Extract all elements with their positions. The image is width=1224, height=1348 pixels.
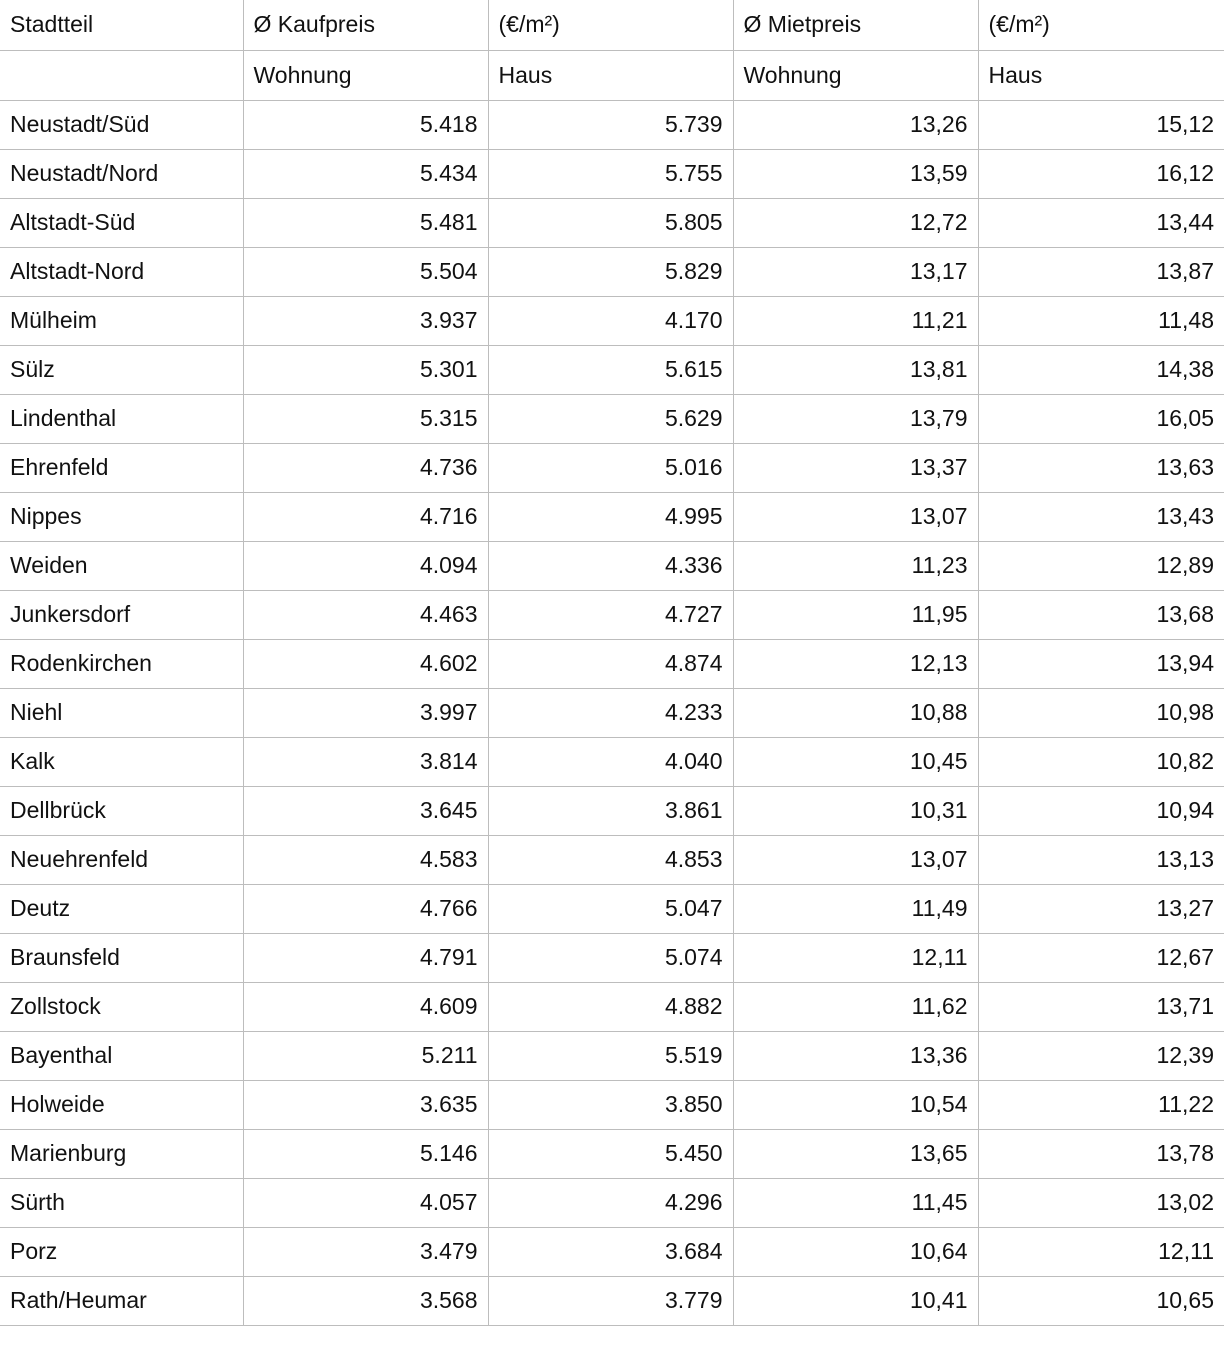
kaufpreis-wohnung-cell[interactable]: 5.418 bbox=[243, 100, 488, 149]
stadtteil-cell[interactable]: Niehl bbox=[0, 688, 243, 737]
kaufpreis-haus-cell[interactable]: 5.450 bbox=[488, 1129, 733, 1178]
kaufpreis-haus-cell[interactable]: 4.296 bbox=[488, 1178, 733, 1227]
mietpreis-haus-cell[interactable]: 13,02 bbox=[978, 1178, 1224, 1227]
kaufpreis-wohnung-cell[interactable]: 5.504 bbox=[243, 247, 488, 296]
mietpreis-haus-cell[interactable]: 12,67 bbox=[978, 933, 1224, 982]
stadtteil-cell[interactable]: Lindenthal bbox=[0, 394, 243, 443]
header-row-2 bbox=[0, 50, 1224, 100]
kaufpreis-wohnung-cell[interactable]: 4.463 bbox=[243, 590, 488, 639]
mietpreis-haus-cell[interactable]: 13,63 bbox=[978, 443, 1224, 492]
stadtteil-cell[interactable]: Porz bbox=[0, 1227, 243, 1276]
stadtteil-cell[interactable]: Rath/Heumar bbox=[0, 1276, 243, 1325]
kaufpreis-wohnung-cell[interactable]: 3.645 bbox=[243, 786, 488, 835]
mietpreis-wohnung-cell[interactable]: 11,21 bbox=[733, 296, 978, 345]
table-row bbox=[0, 933, 1224, 982]
mietpreis-wohnung-cell[interactable]: 13,36 bbox=[733, 1031, 978, 1080]
kaufpreis-wohnung-cell[interactable]: 5.481 bbox=[243, 198, 488, 247]
mietpreis-haus-cell[interactable]: 13,13 bbox=[978, 835, 1224, 884]
header-cell-kauf-haus[interactable]: Haus bbox=[488, 50, 733, 100]
mietpreis-wohnung-cell[interactable]: 12,72 bbox=[733, 198, 978, 247]
stadtteil-cell[interactable]: Braunsfeld bbox=[0, 933, 243, 982]
stadtteil-cell[interactable]: Zollstock bbox=[0, 982, 243, 1031]
mietpreis-haus-cell[interactable]: 13,94 bbox=[978, 639, 1224, 688]
mietpreis-wohnung-cell[interactable]: 11,62 bbox=[733, 982, 978, 1031]
kaufpreis-haus-cell[interactable]: 5.805 bbox=[488, 198, 733, 247]
table-row bbox=[0, 639, 1224, 688]
kaufpreis-wohnung-cell[interactable]: 3.479 bbox=[243, 1227, 488, 1276]
mietpreis-haus-cell[interactable]: 16,05 bbox=[978, 394, 1224, 443]
mietpreis-haus-cell[interactable]: 13,68 bbox=[978, 590, 1224, 639]
table-row bbox=[0, 1129, 1224, 1178]
header-row-1 bbox=[0, 0, 1224, 50]
kaufpreis-wohnung-cell[interactable]: 4.583 bbox=[243, 835, 488, 884]
stadtteil-cell[interactable]: Weiden bbox=[0, 541, 243, 590]
stadtteil-cell[interactable]: Holweide bbox=[0, 1080, 243, 1129]
kaufpreis-haus-cell[interactable]: 3.684 bbox=[488, 1227, 733, 1276]
kaufpreis-haus-cell[interactable]: 4.853 bbox=[488, 835, 733, 884]
table-row bbox=[0, 443, 1224, 492]
kaufpreis-wohnung-cell[interactable]: 4.766 bbox=[243, 884, 488, 933]
kaufpreis-haus-cell[interactable]: 5.829 bbox=[488, 247, 733, 296]
header-cell-miet-haus[interactable]: Haus bbox=[978, 50, 1224, 100]
kaufpreis-wohnung-cell[interactable]: 4.736 bbox=[243, 443, 488, 492]
kaufpreis-haus-cell[interactable]: 4.995 bbox=[488, 492, 733, 541]
table-row bbox=[0, 1080, 1224, 1129]
mietpreis-wohnung-cell[interactable]: 13,65 bbox=[733, 1129, 978, 1178]
mietpreis-wohnung-cell[interactable]: 10,45 bbox=[733, 737, 978, 786]
table-row bbox=[0, 786, 1224, 835]
table-row bbox=[0, 198, 1224, 247]
mietpreis-haus-cell[interactable]: 10,82 bbox=[978, 737, 1224, 786]
table-row bbox=[0, 149, 1224, 198]
kaufpreis-haus-cell[interactable]: 3.850 bbox=[488, 1080, 733, 1129]
table-row bbox=[0, 541, 1224, 590]
table-row bbox=[0, 835, 1224, 884]
mietpreis-haus-cell[interactable]: 10,98 bbox=[978, 688, 1224, 737]
stadtteil-cell[interactable]: Bayenthal bbox=[0, 1031, 243, 1080]
header-cell-stadtteil[interactable]: Stadtteil bbox=[0, 0, 243, 50]
kaufpreis-haus-cell[interactable]: 5.755 bbox=[488, 149, 733, 198]
mietpreis-wohnung-cell[interactable]: 13,37 bbox=[733, 443, 978, 492]
mietpreis-haus-cell[interactable]: 14,38 bbox=[978, 345, 1224, 394]
mietpreis-wohnung-cell[interactable]: 11,23 bbox=[733, 541, 978, 590]
mietpreis-wohnung-cell[interactable]: 13,07 bbox=[733, 835, 978, 884]
kaufpreis-wohnung-cell[interactable]: 4.716 bbox=[243, 492, 488, 541]
mietpreis-haus-cell[interactable]: 13,43 bbox=[978, 492, 1224, 541]
stadtteil-cell[interactable]: Junkersdorf bbox=[0, 590, 243, 639]
stadtteil-cell[interactable]: Altstadt-Süd bbox=[0, 198, 243, 247]
kaufpreis-haus-cell[interactable]: 4.040 bbox=[488, 737, 733, 786]
mietpreis-haus-cell[interactable]: 12,39 bbox=[978, 1031, 1224, 1080]
table-row bbox=[0, 100, 1224, 149]
mietpreis-haus-cell[interactable]: 12,89 bbox=[978, 541, 1224, 590]
header-cell-mietpreis-unit[interactable]: (€/m²) bbox=[978, 0, 1224, 50]
mietpreis-haus-cell[interactable]: 15,12 bbox=[978, 100, 1224, 149]
kaufpreis-wohnung-cell[interactable]: 4.057 bbox=[243, 1178, 488, 1227]
table-row bbox=[0, 884, 1224, 933]
header-cell-empty[interactable] bbox=[0, 50, 243, 100]
table-row bbox=[0, 394, 1224, 443]
kaufpreis-wohnung-cell[interactable]: 3.814 bbox=[243, 737, 488, 786]
kaufpreis-haus-cell[interactable]: 5.519 bbox=[488, 1031, 733, 1080]
kaufpreis-wohnung-cell[interactable]: 5.434 bbox=[243, 149, 488, 198]
kaufpreis-wohnung-cell[interactable]: 5.146 bbox=[243, 1129, 488, 1178]
stadtteil-cell[interactable]: Neuehrenfeld bbox=[0, 835, 243, 884]
header-cell-kaufpreis[interactable]: Ø Kaufpreis bbox=[243, 0, 488, 50]
mietpreis-wohnung-cell[interactable]: 10,41 bbox=[733, 1276, 978, 1325]
table-row bbox=[0, 982, 1224, 1031]
table-row bbox=[0, 296, 1224, 345]
mietpreis-wohnung-cell[interactable]: 10,88 bbox=[733, 688, 978, 737]
mietpreis-haus-cell[interactable]: 11,48 bbox=[978, 296, 1224, 345]
mietpreis-wohnung-cell[interactable]: 12,13 bbox=[733, 639, 978, 688]
mietpreis-wohnung-cell[interactable]: 13,17 bbox=[733, 247, 978, 296]
table-row bbox=[0, 737, 1224, 786]
mietpreis-haus-cell[interactable]: 13,87 bbox=[978, 247, 1224, 296]
kaufpreis-wohnung-cell[interactable]: 3.997 bbox=[243, 688, 488, 737]
table-row bbox=[0, 1031, 1224, 1080]
mietpreis-wohnung-cell[interactable]: 13,07 bbox=[733, 492, 978, 541]
mietpreis-wohnung-cell[interactable]: 11,49 bbox=[733, 884, 978, 933]
mietpreis-wohnung-cell[interactable]: 11,95 bbox=[733, 590, 978, 639]
mietpreis-haus-cell[interactable]: 16,12 bbox=[978, 149, 1224, 198]
kaufpreis-haus-cell[interactable]: 4.882 bbox=[488, 982, 733, 1031]
mietpreis-wohnung-cell[interactable]: 13,26 bbox=[733, 100, 978, 149]
mietpreis-wohnung-cell[interactable]: 13,81 bbox=[733, 345, 978, 394]
kaufpreis-wohnung-cell[interactable]: 3.635 bbox=[243, 1080, 488, 1129]
kaufpreis-wohnung-cell[interactable]: 3.937 bbox=[243, 296, 488, 345]
kaufpreis-haus-cell[interactable]: 4.874 bbox=[488, 639, 733, 688]
kaufpreis-haus-cell[interactable]: 5.074 bbox=[488, 933, 733, 982]
kaufpreis-haus-cell[interactable]: 5.016 bbox=[488, 443, 733, 492]
kaufpreis-haus-cell[interactable]: 4.336 bbox=[488, 541, 733, 590]
stadtteil-cell[interactable]: Dellbrück bbox=[0, 786, 243, 835]
kaufpreis-wohnung-cell[interactable]: 5.211 bbox=[243, 1031, 488, 1080]
stadtteil-cell[interactable]: Sürth bbox=[0, 1178, 243, 1227]
table-row bbox=[0, 1276, 1224, 1325]
mietpreis-wohnung-cell[interactable]: 11,45 bbox=[733, 1178, 978, 1227]
stadtteil-cell[interactable]: Marienburg bbox=[0, 1129, 243, 1178]
stadtteil-cell[interactable]: Ehrenfeld bbox=[0, 443, 243, 492]
mietpreis-haus-cell[interactable]: 10,94 bbox=[978, 786, 1224, 835]
mietpreis-haus-cell[interactable]: 12,11 bbox=[978, 1227, 1224, 1276]
stadtteil-cell[interactable]: Mülheim bbox=[0, 296, 243, 345]
kaufpreis-haus-cell[interactable]: 4.170 bbox=[488, 296, 733, 345]
stadtteil-cell[interactable]: Rodenkirchen bbox=[0, 639, 243, 688]
table-row bbox=[0, 345, 1224, 394]
stadtteil-cell[interactable]: Neustadt/Nord bbox=[0, 149, 243, 198]
kaufpreis-haus-cell[interactable]: 3.861 bbox=[488, 786, 733, 835]
table-row bbox=[0, 247, 1224, 296]
stadtteil-cell[interactable]: Deutz bbox=[0, 884, 243, 933]
mietpreis-haus-cell[interactable]: 11,22 bbox=[978, 1080, 1224, 1129]
header-cell-kaufpreis-unit[interactable]: (€/m²) bbox=[488, 0, 733, 50]
kaufpreis-haus-cell[interactable]: 5.739 bbox=[488, 100, 733, 149]
kaufpreis-wohnung-cell[interactable]: 4.602 bbox=[243, 639, 488, 688]
stadtteil-cell[interactable]: Sülz bbox=[0, 345, 243, 394]
stadtteil-cell[interactable]: Nippes bbox=[0, 492, 243, 541]
table-row bbox=[0, 688, 1224, 737]
mietpreis-haus-cell[interactable]: 13,71 bbox=[978, 982, 1224, 1031]
kaufpreis-wohnung-cell[interactable]: 4.791 bbox=[243, 933, 488, 982]
mietpreis-haus-cell[interactable]: 13,78 bbox=[978, 1129, 1224, 1178]
stadtteil-cell[interactable]: Neustadt/Süd bbox=[0, 100, 243, 149]
mietpreis-wohnung-cell[interactable]: 10,64 bbox=[733, 1227, 978, 1276]
kaufpreis-wohnung-cell[interactable]: 3.568 bbox=[243, 1276, 488, 1325]
mietpreis-wohnung-cell[interactable]: 13,59 bbox=[733, 149, 978, 198]
kaufpreis-haus-cell[interactable]: 5.629 bbox=[488, 394, 733, 443]
table-row bbox=[0, 1227, 1224, 1276]
kaufpreis-wohnung-cell[interactable]: 5.315 bbox=[243, 394, 488, 443]
mietpreis-wohnung-cell[interactable]: 12,11 bbox=[733, 933, 978, 982]
stadtteil-cell[interactable]: Altstadt-Nord bbox=[0, 247, 243, 296]
stadtteil-cell[interactable]: Kalk bbox=[0, 737, 243, 786]
kaufpreis-haus-cell[interactable]: 5.615 bbox=[488, 345, 733, 394]
kaufpreis-haus-cell[interactable]: 4.727 bbox=[488, 590, 733, 639]
mietpreis-haus-cell[interactable]: 13,27 bbox=[978, 884, 1224, 933]
header-cell-mietpreis[interactable]: Ø Mietpreis bbox=[733, 0, 978, 50]
header-cell-kauf-wohnung[interactable]: Wohnung bbox=[243, 50, 488, 100]
mietpreis-wohnung-cell[interactable]: 10,54 bbox=[733, 1080, 978, 1129]
table-row bbox=[0, 1178, 1224, 1227]
kaufpreis-haus-cell[interactable]: 4.233 bbox=[488, 688, 733, 737]
mietpreis-wohnung-cell[interactable]: 13,79 bbox=[733, 394, 978, 443]
mietpreis-haus-cell[interactable]: 10,65 bbox=[978, 1276, 1224, 1325]
kaufpreis-wohnung-cell[interactable]: 4.609 bbox=[243, 982, 488, 1031]
kaufpreis-wohnung-cell[interactable]: 4.094 bbox=[243, 541, 488, 590]
kaufpreis-wohnung-cell[interactable]: 5.301 bbox=[243, 345, 488, 394]
mietpreis-wohnung-cell[interactable]: 10,31 bbox=[733, 786, 978, 835]
kaufpreis-haus-cell[interactable]: 5.047 bbox=[488, 884, 733, 933]
header-cell-miet-wohnung[interactable]: Wohnung bbox=[733, 50, 978, 100]
table-row bbox=[0, 492, 1224, 541]
mietpreis-haus-cell[interactable]: 13,44 bbox=[978, 198, 1224, 247]
table-row bbox=[0, 590, 1224, 639]
kaufpreis-haus-cell[interactable]: 3.779 bbox=[488, 1276, 733, 1325]
